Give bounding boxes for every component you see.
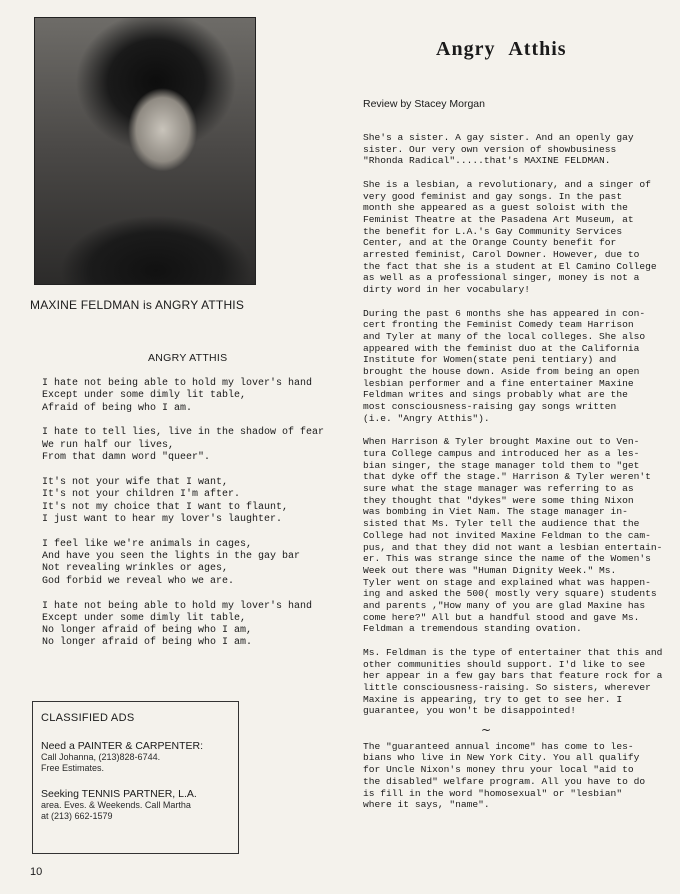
article-paragraph	[363, 308, 665, 425]
classified-ad-line: Call Johanna, (213)828-6744.	[41, 752, 161, 762]
article-line: tura College campus and introduced her as a les-	[363, 447, 640, 459]
classified-ad	[41, 740, 238, 774]
article-line: as well as a professional singer, money is not a	[363, 272, 640, 284]
article-line: Feminist Theatre at the Pasadena Art Museum, at	[363, 213, 634, 225]
article-line: was bombing in Viet Nam. The stage manager in-	[363, 506, 628, 518]
article-line: bian singer, the stage manager told them to "get	[363, 459, 640, 471]
poem-body	[42, 378, 342, 662]
poem-line: It's not your children I'm after.	[42, 489, 241, 501]
section-separator-flourish: ~	[481, 722, 492, 737]
article-line: guarantee, you won't be disappointed!	[363, 705, 577, 717]
article-line: other communities should support. I'd like to see	[363, 658, 646, 670]
page-number: 10	[30, 866, 43, 878]
poem-stanza	[42, 427, 342, 464]
poem-line: We run half our lives,	[42, 439, 175, 451]
article-line: sisted that Ms. Tyler tell the audience that the	[363, 518, 640, 530]
poem-line: Afraid of being who I am.	[42, 402, 193, 414]
article-title: Angry Atthis	[436, 38, 567, 60]
classified-ad-line: area. Eves. & Weekends. Call Martha	[41, 800, 191, 810]
article-line: and parents ,"How many of you are glad Maxine has	[363, 600, 646, 612]
poem-line: No longer afraid of being who I am,	[42, 625, 253, 637]
poem-line: And have you seen the lights in the gay bar	[42, 551, 301, 563]
article-line: er. This was strange since the name of the Women's	[363, 553, 651, 565]
poem-stanza	[42, 539, 342, 588]
classified-ad-line: Free Estimates.	[41, 763, 105, 773]
article-line: The "guaranteed annual income" has come to les-	[363, 740, 634, 752]
article-line: Week out there was "Human Dignity Week." Ms.	[363, 564, 617, 576]
classified-ad-line: at (213) 662-1579	[41, 811, 113, 821]
poem-line: Not revealing wrinkles or ages,	[42, 563, 229, 575]
article-line: sure what the stage manager was referring to as	[363, 483, 634, 495]
article-line: brought the house down. Aside from being an open	[363, 366, 640, 378]
article-line: cert fronting the Feminist Comedy team Harrison	[363, 319, 634, 331]
article-paragraph	[363, 647, 665, 717]
article-line: her appear in a few gay bars that feature rock for a	[363, 670, 663, 682]
poem-line: No longer afraid of being who I am.	[42, 637, 253, 649]
article-line: ing and asked the 500( mostly very square) students	[363, 588, 657, 600]
maxine-feldman-photo	[34, 17, 256, 285]
article-line: the fact that she is a student at El Camino College	[363, 260, 657, 272]
poem-line: It's not your wife that I want,	[42, 476, 229, 488]
article-line: is fill in the word "homosexual" or "lesbian"	[363, 787, 623, 799]
article-paragraph	[363, 179, 665, 296]
article-line: very good feminist and gay songs. In the past	[363, 190, 623, 202]
article-line: arrested feminist, Carol Downer. However, due to	[363, 249, 640, 261]
classified-ad	[41, 788, 238, 822]
article-line: Feldman writes and sings probably what are the	[363, 389, 628, 401]
article-line: lesbian performer and a fine entertainer Maxine	[363, 377, 634, 389]
article-body	[363, 132, 665, 823]
closing-paragraph	[363, 741, 665, 811]
article-line: Institute for Women(state peni tentiary) and	[363, 354, 617, 366]
article-line: She is a lesbian, a revolutionary, and a singer of	[363, 178, 651, 190]
article-line: Maxine is appearing, try to get to see her. I	[363, 693, 623, 705]
article-line: bians who live in New York City. You all qualify	[363, 752, 640, 764]
photo-caption: MAXINE FELDMAN is ANGRY ATTHIS	[30, 298, 245, 312]
article-line: dirty word in her vocabulary!	[363, 284, 530, 296]
article-line: come here?" All but a handful stood and gave Ms.	[363, 611, 640, 623]
article-line: that dyke off the stage." Harrison & Tyler weren't	[363, 471, 651, 483]
article-line: month she appeared as a guest soloist with the	[363, 202, 628, 214]
article-line: for Uncle Nixon's money thru your local "aid to	[363, 764, 634, 776]
article-line: She's a sister. A gay sister. And an openly gay	[363, 132, 634, 143]
classified-ads-list	[41, 740, 238, 822]
classified-ad-headline: Seeking TENNIS PARTNER, L.A.	[41, 788, 197, 800]
article-paragraph	[363, 132, 665, 167]
poem-stanza	[42, 378, 342, 415]
article-line: Center, and at the Orange County benefit for	[363, 237, 617, 249]
article-line: they thought that "dykes" were some thing Nixon	[363, 494, 634, 506]
poem-line: I feel like we're animals in cages,	[42, 538, 253, 550]
article-line: pus, and that they did not want a lesbian entertain-	[363, 541, 663, 553]
poem-stanza	[42, 477, 342, 526]
classified-ad-headline: Need a PAINTER & CARPENTER:	[41, 740, 204, 752]
classified-ads-box	[32, 701, 239, 854]
article-line: Tyler went on stage and explained what was happen-	[363, 576, 651, 588]
poem-line: I hate not being able to hold my lover's hand	[42, 600, 313, 612]
article-line: where it says, "name".	[363, 799, 490, 811]
article-line: little consciousness-raising. So sisters, wherever	[363, 681, 651, 693]
poem-title: ANGRY ATTHIS	[148, 352, 228, 364]
article-paragraph	[363, 436, 665, 635]
poem-line: Except under some dimly lit table,	[42, 390, 247, 402]
classified-ads-title: CLASSIFIED ADS	[41, 712, 135, 724]
poem-line: I just want to hear my lover's laughter.	[42, 513, 283, 525]
article-line: the benefit for L.A.'s Gay Community Services	[363, 225, 623, 237]
article-line: sister. Our very own version of showbusiness	[363, 143, 617, 155]
article-line: During the past 6 months she has appeared in con-	[363, 307, 646, 319]
poem-line: I hate to tell lies, live in the shadow of fear	[42, 427, 325, 439]
poem-line: From that damn word "queer".	[42, 452, 211, 464]
article-line: College had not invited Maxine Feldman to the cam-	[363, 529, 651, 541]
article-line: appeared with the feminist duo at the California	[363, 342, 640, 354]
article-byline: Review by Stacey Morgan	[363, 98, 485, 110]
article-line: most consciousness-raising gay songs written	[363, 401, 617, 413]
poem-line: God forbid we reveal who we are.	[42, 575, 235, 587]
poem-stanza	[42, 601, 342, 650]
poem-line: It's not my choice that I want to flaunt,	[42, 501, 289, 513]
article-line: and Tyler at many of the local colleges. She also	[363, 330, 646, 342]
article-line: Ms. Feldman is the type of entertainer that this and	[363, 646, 663, 658]
article-line: When Harrison & Tyler brought Maxine out to Ven-	[363, 436, 640, 448]
article-line: Feldman a tremendous standing ovation.	[363, 623, 582, 635]
article-line: (i.e. "Angry Atthis").	[363, 412, 490, 424]
article-line: the disabled" welfare program. All you have to do	[363, 775, 646, 787]
article-line: "Rhonda Radical".....that's MAXINE FELDMAN.	[363, 155, 611, 167]
poem-line: Except under some dimly lit table,	[42, 612, 247, 624]
poem-line: I hate not being able to hold my lover's hand	[42, 378, 313, 389]
